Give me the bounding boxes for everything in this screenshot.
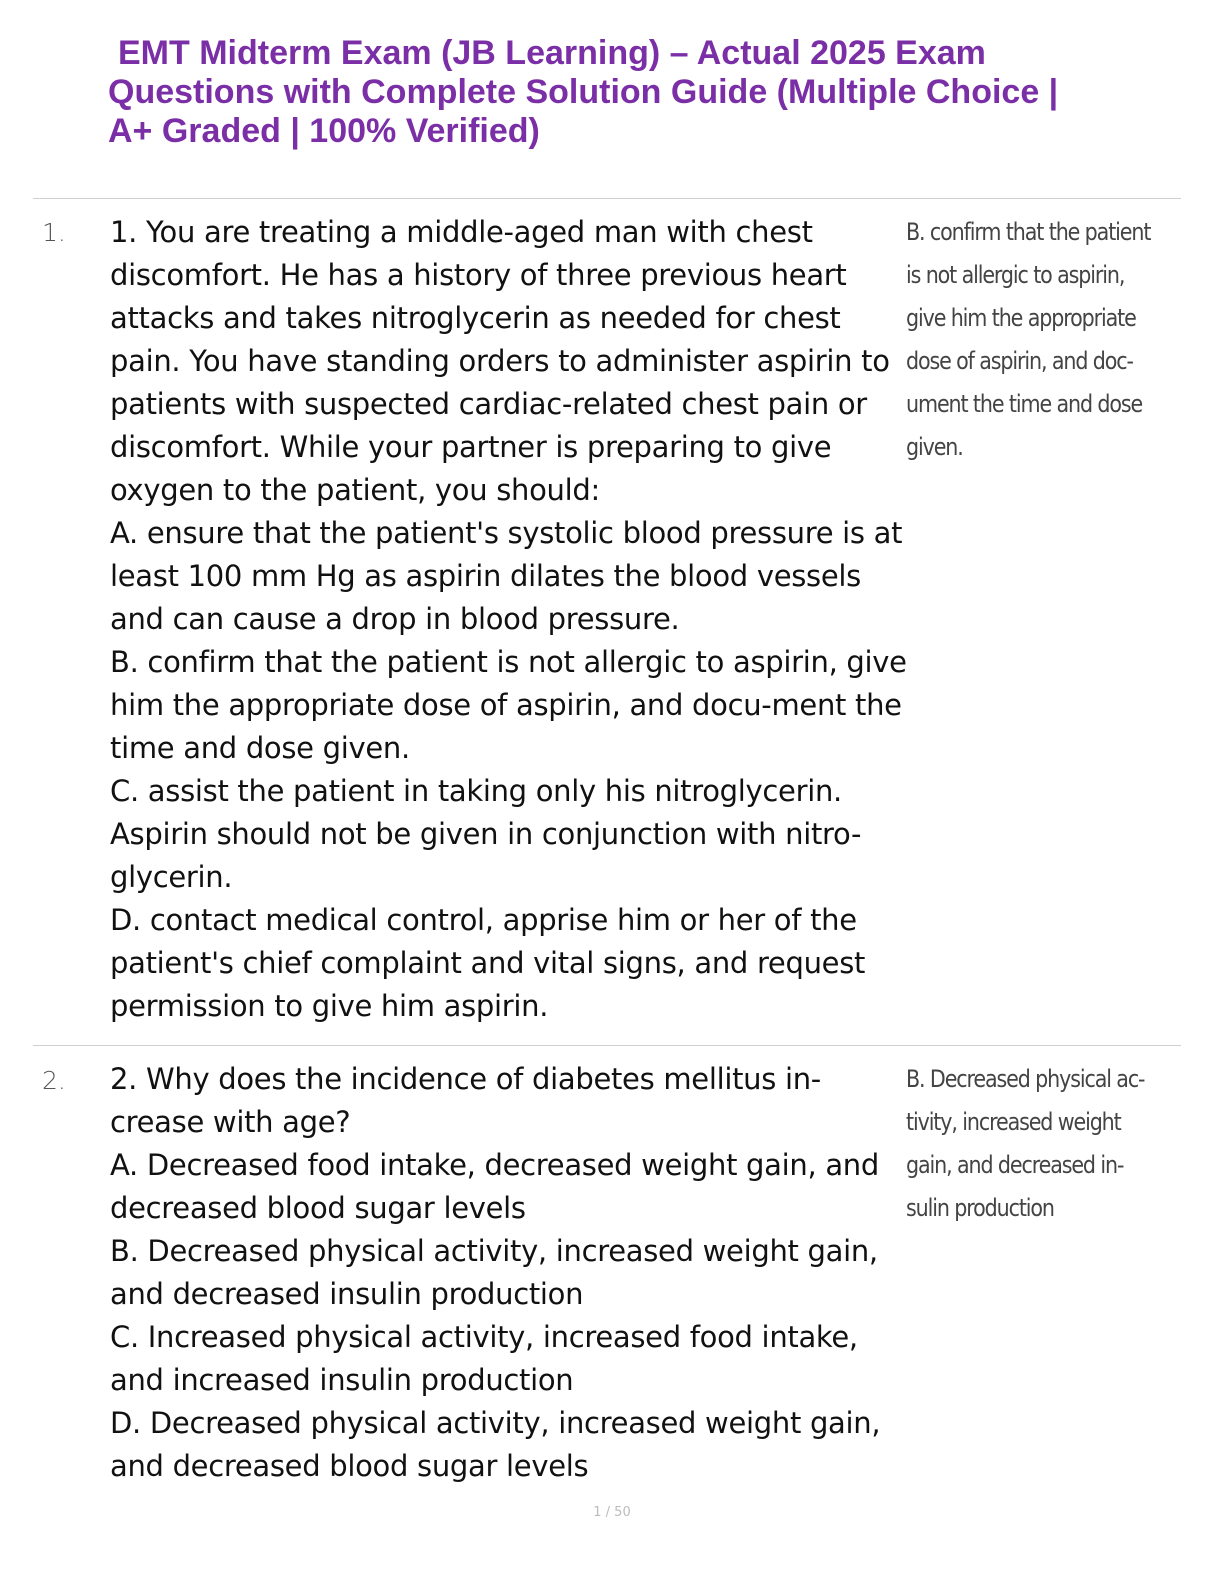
- question-number: 2.: [42, 1066, 66, 1095]
- title-line-1: EMT Midterm Exam (JB Learning) – Actual 2025 Exam: [118, 34, 986, 72]
- answer-text: B. confirm that the patient is not allergic to aspirin, give him the appropriate dose of aspirin, and doc-ument the time and dose given.: [906, 218, 1151, 461]
- divider: [33, 198, 1181, 199]
- title-line-3: A+ Graded | 100% Verified): [108, 112, 540, 150]
- question-block: [110, 1058, 910, 1488]
- question-number: 1.: [42, 218, 66, 247]
- option-c: C. assist the patient in taking only his nitroglycerin. Aspirin should not be given in conjunction with nitro-glycerin.: [110, 774, 862, 894]
- option-a: A. ensure that the patient's systolic blood pressure is at least 100 mm Hg as aspirin dilates the blood vessels and can cause a drop in blood pressure.: [110, 516, 903, 636]
- option-b: B. Decreased physical activity, increased weight gain, and decreased insulin production: [110, 1234, 878, 1311]
- option-d: D. contact medical control, apprise him or her of the patient's chief complaint and vital signs, and request permission to give him aspirin.: [110, 903, 866, 1023]
- question-stem: 2. Why does the incidence of diabetes mellitus in-crease with age?: [110, 1062, 821, 1139]
- option-a: A. Decreased food intake, decreased weight gain, and decreased blood sugar levels: [110, 1148, 879, 1225]
- document-title: [108, 34, 1108, 151]
- option-c: C. Increased physical activity, increased food intake, and increased insulin production: [110, 1320, 858, 1397]
- option-d: D. Decreased physical activity, increased weight gain, and decreased blood sugar levels: [110, 1406, 881, 1483]
- option-b: B. confirm that the patient is not allergic to aspirin, give him the appropriate dose of aspirin, and docu-ment the time and dose given.: [110, 645, 907, 765]
- divider: [33, 1045, 1181, 1046]
- question-stem: 1. You are treating a middle-aged man with chest discomfort. He has a history of three previous heart attacks and takes nitroglycerin as needed for chest pain. You have standing orders to administer aspirin to patients with suspected cardiac-related chest pain or discomfort. While your partner is preparing to give oxygen to the patient, you should:: [110, 215, 890, 507]
- title-line-2: Questions with Complete Solution Guide (Multiple Choice |: [108, 73, 1059, 111]
- page-indicator: 1 / 50: [593, 1505, 631, 1520]
- question-block: [110, 211, 910, 1028]
- answer-text: B. Decreased physical ac-tivity, increased weight gain, and decreased in-sulin production: [906, 1065, 1145, 1222]
